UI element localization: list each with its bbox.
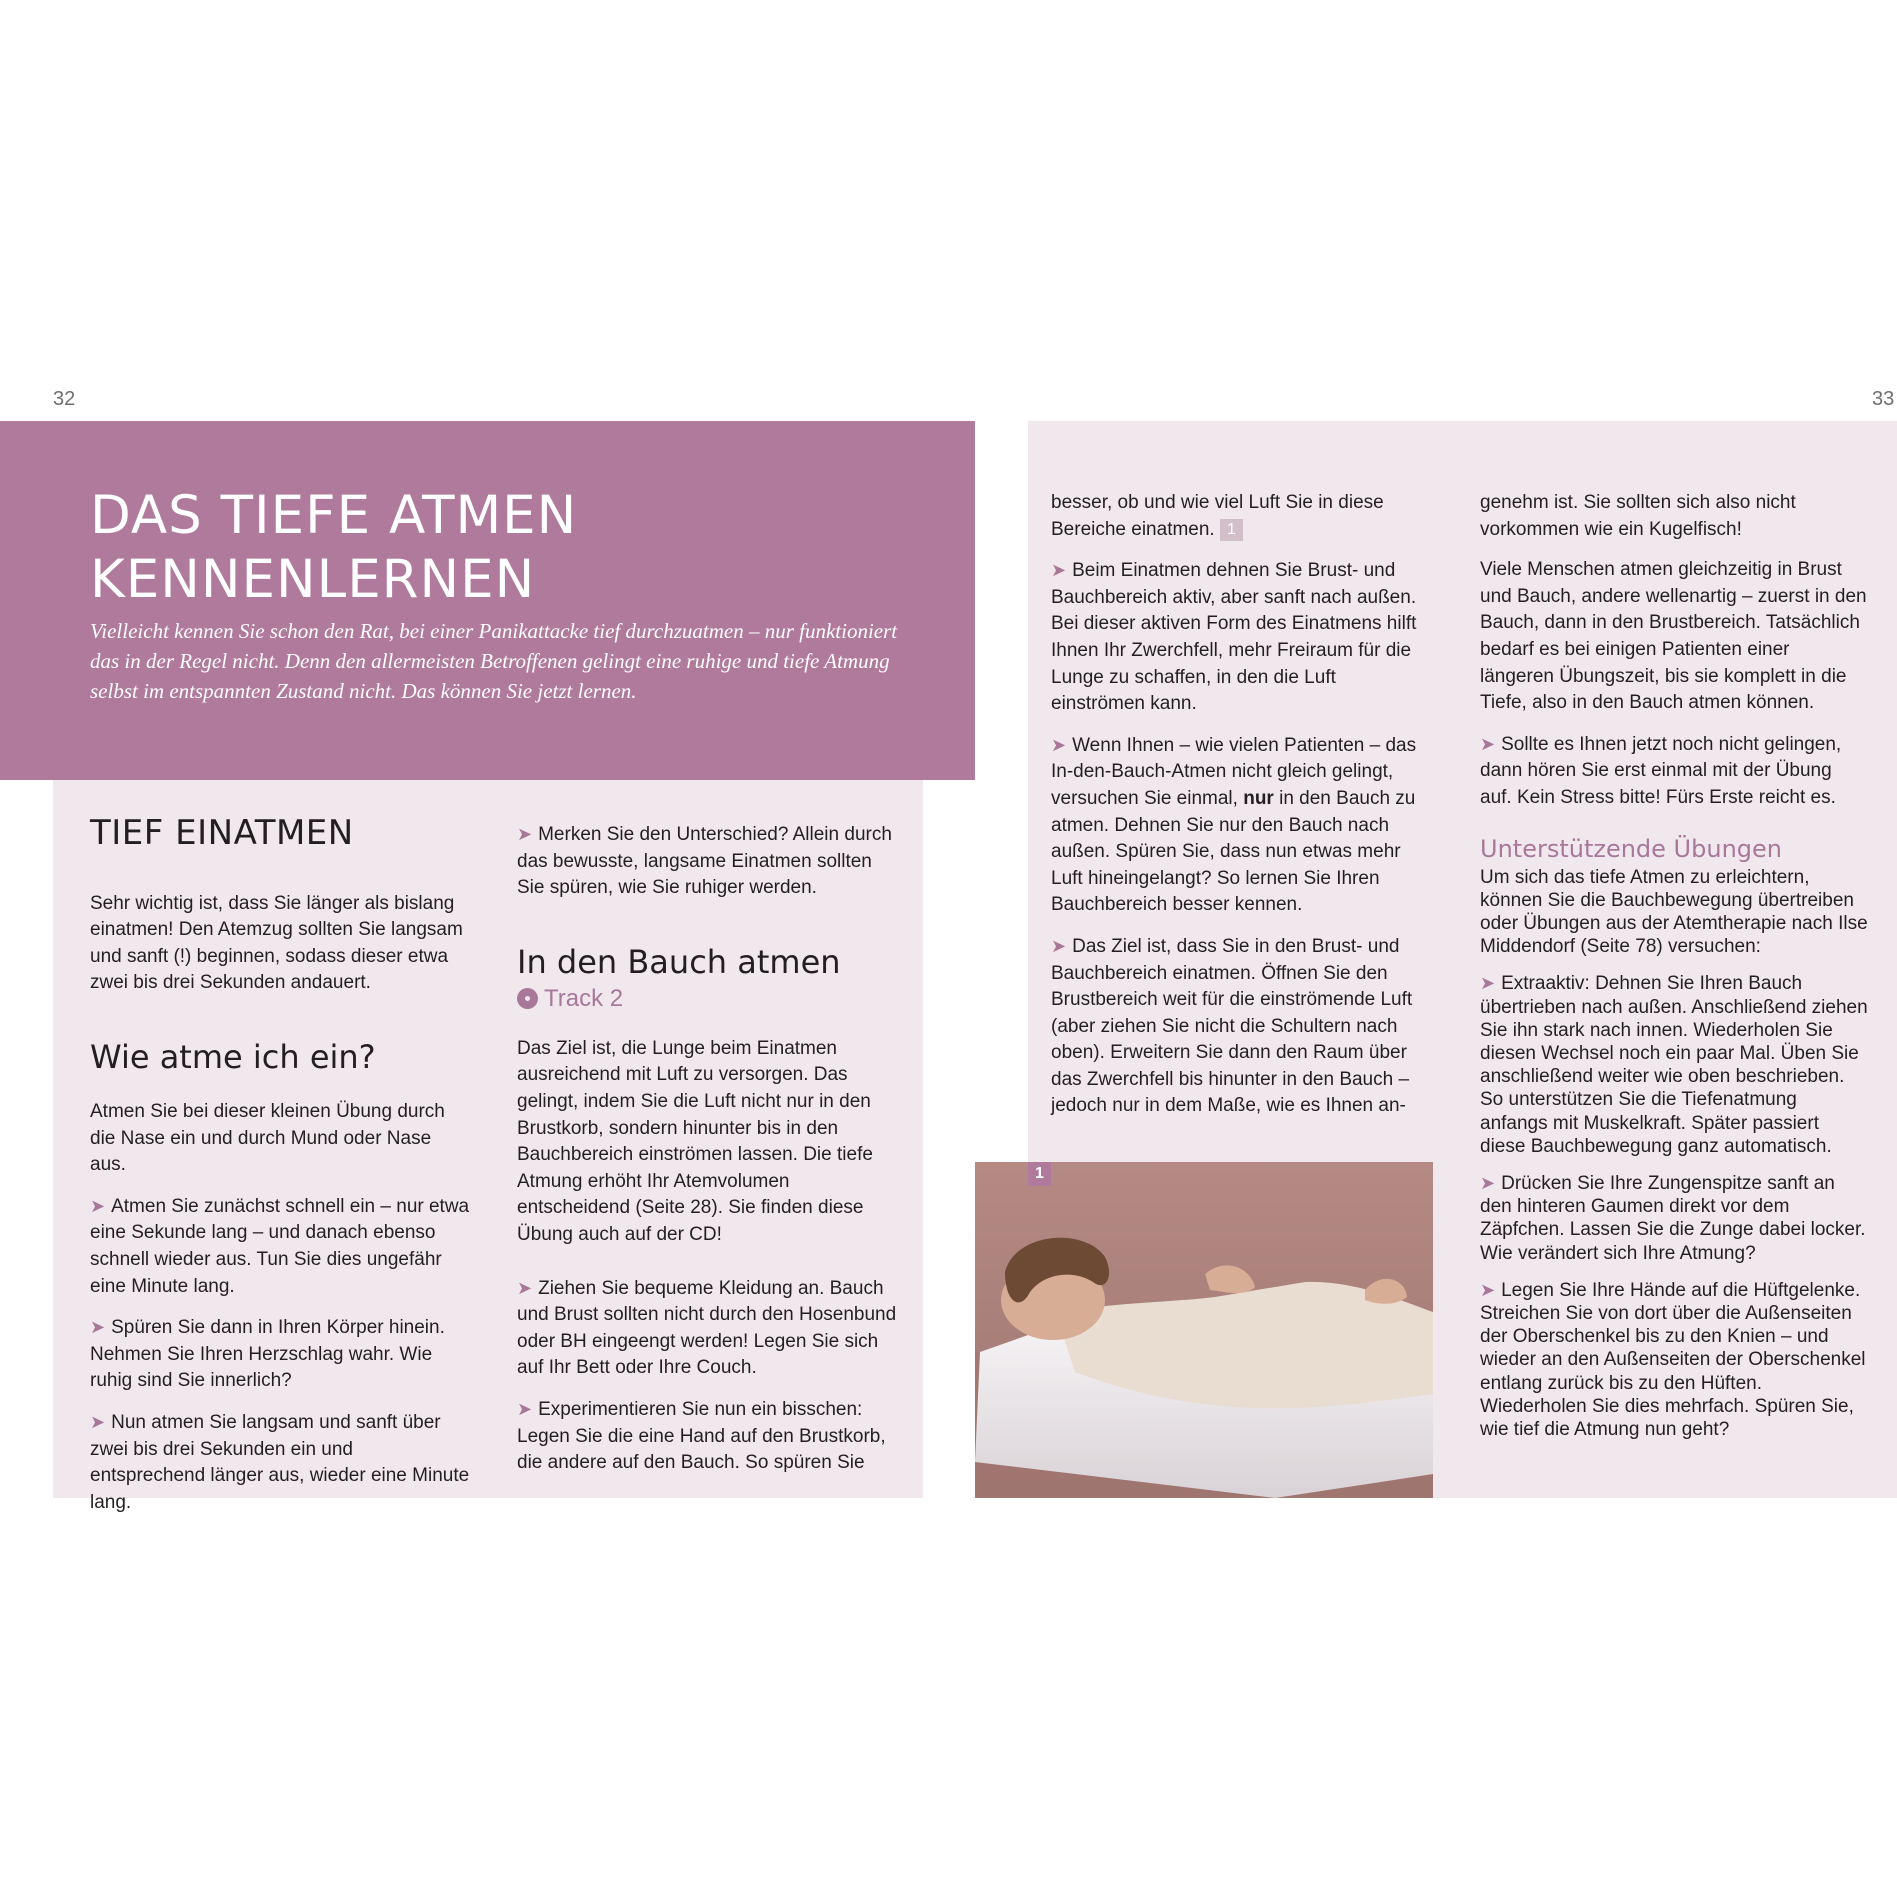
- paragraph: Das Ziel ist, die Lunge beim Einatmen ausreichend mit Luft zu versorgen. Das gelingt, indem Sie die Luft nicht nur in den Brustkorb, sondern hinunter bis in den Bauchbereich einströmen lassen. Die tiefe Atmung erhöht Ihr Atemvolumen entscheidend (Seite 28). Sie finden diese Übung auch auf der CD!: [517, 1037, 873, 1245]
- arrow-icon: ➤: [1480, 733, 1496, 754]
- arrow-icon: ➤: [517, 1398, 533, 1419]
- subheading-wie-atme-ich-ein: Wie atme ich ein?: [90, 1037, 376, 1076]
- intro-text: Vielleicht kennen Sie schon den Rat, bei einer Panikattacke tief durchzuatmen – nur funktioniert das in der Regel nicht. Denn den allermeisten Betroffenen gelingt eine ruhige und tiefe Atmung selbst im entspannten Zustand nicht. Das können Sie jetzt lernen.: [90, 619, 898, 703]
- arrow-icon: ➤: [1480, 1279, 1496, 1300]
- arrow-icon: ➤: [517, 824, 533, 844]
- column-4: [1480, 490, 1868, 1455]
- cd-icon: [517, 988, 538, 1009]
- paragraph: Viele Menschen atmen gleichzeitig in Brust und Bauch, andere wellenartig – zuerst in den Bauch, dann in den Brustbereich. Tatsächlich bedarf es bei einigen Patienten einer längeren Übungszeit, bis sie komplett in die Tiefe, also in den Bauch atmen können.: [1480, 559, 1867, 714]
- paragraph: besser, ob und wie viel Luft Sie in diese Bereiche einatmen. 1: [1051, 492, 1384, 540]
- bullet-item: ➤ Nun atmen Sie langsam und sanft über zwei bis drei Sekunden ein und entsprechend länger aus, wieder eine Minute lang.: [90, 1411, 470, 1513]
- column-1: [90, 780, 470, 1530]
- bullet-item: ➤ Atmen Sie zunächst schnell ein – nur etwa eine Sekunde lang – und danach ebenso schnell wieder aus. Tun Sie dies ungefähr eine Minute lang.: [90, 1195, 470, 1297]
- bullet-item: ➤ Drücken Sie Ihre Zungenspitze sanft an den hinteren Gaumen direkt vor dem Zäpfchen. Lassen Sie die Zunge dabei locker. Wie verändert sich Ihre Atmung?: [1480, 1172, 1866, 1264]
- column-3: [1051, 490, 1431, 1134]
- title-line-2: KENNENLERNEN: [90, 549, 536, 610]
- paragraph: Um sich das tiefe Atmen zu erleichtern, können Sie die Bauchbewegung übertreiben oder Übungen aus der Atemtherapie nach Ilse Middendorf (Seite 78) versuchen:: [1480, 866, 1868, 958]
- bullet-item: ➤ Das Ziel ist, dass Sie in den Brust- und Bauchbereich einatmen. Öffnen Sie den Brustbereich weit für die einströmende Luft (aber ziehen Sie nicht die Schultern nach oben). Erweitern Sie dann den Raum über das Zwerchfell bis hinunter in den Bauch – jedoch nur in dem Maße, wie es Ihnen an-: [1051, 935, 1413, 1117]
- bullet-item: ➤ Beim Einatmen dehnen Sie Brust- und Bauchbereich aktiv, aber sanft nach außen. Bei dieser aktiven Form des Einatmens hilft Ihnen Ihr Zwerchfell, mehr Freiraum für die Lunge zu schaffen, in den die Luft einströmen kann.: [1051, 560, 1417, 715]
- paragraph: Sehr wichtig ist, dass Sie länger als bislang einatmen! Den Atemzug sollten Sie langsam und sanft (!) beginnen, sodass dieser etwa zwei bis drei Sekunden andauert.: [90, 892, 463, 994]
- paragraph: genehm ist. Sie sollten sich also nicht vorkommen wie ein Kugelfisch!: [1480, 492, 1796, 540]
- figure-reference: 1: [1220, 519, 1243, 541]
- page-number-right: 33: [1872, 388, 1895, 410]
- bullet-item: ➤ Ziehen Sie bequeme Kleidung an. Bauch und Brust sollten nicht durch den Hosenbund oder BH eingeengt werden! Legen Sie sich auf Ihr Bett oder Ihre Couch.: [517, 1277, 897, 1379]
- subheading-in-den-bauch-atmen: In den Bauch atmen: [517, 942, 841, 981]
- bullet-item: ➤ Merken Sie den Unterschied? Allein durch das bewusste, langsame Einatmen sollten Sie spüren, wie Sie ruhiger werden.: [517, 824, 892, 899]
- bullet-item: ➤ Wenn Ihnen – wie vielen Patienten – das In-den-Bauch-Atmen nicht gleich gelingt, versuchen Sie einmal, nur in den Bauch zu atmen. Dehnen Sie nur den Bauch nach außen. Spüren Sie, dass nun etwas mehr Luft hineingelangt? So lernen Sie Ihren Bauchbereich besser kennen.: [1051, 734, 1417, 916]
- arrow-icon: ➤: [90, 1317, 106, 1338]
- photo-illustration: [975, 1162, 1433, 1498]
- arrow-icon: ➤: [1480, 973, 1496, 994]
- arrow-icon: ➤: [1051, 560, 1067, 581]
- arrow-icon: ➤: [90, 1411, 106, 1432]
- title-line-1: DAS TIEFE ATMEN: [90, 485, 578, 546]
- page-number-left: 32: [53, 388, 76, 410]
- photo-woman-lying-breathing: [975, 1162, 1433, 1498]
- paragraph: Atmen Sie bei dieser kleinen Übung durch die Nase ein und durch Mund oder Nase aus.: [90, 1100, 445, 1176]
- bullet-item: ➤ Spüren Sie dann in Ihren Körper hinein. Nehmen Sie Ihren Herzschlag wahr. Wie ruhig sind Sie innerlich?: [90, 1317, 445, 1392]
- arrow-icon: ➤: [90, 1195, 106, 1216]
- bullet-item: ➤ Experimentieren Sie nun ein bisschen: Legen Sie die eine Hand auf den Brustkorb, die andere auf den Bauch. So spüren Sie: [517, 1398, 886, 1474]
- arrow-icon: ➤: [1051, 935, 1067, 956]
- section-heading-tief-einatmen: TIEF EINATMEN: [90, 813, 354, 853]
- photo-number-badge: 1: [1028, 1162, 1051, 1186]
- arrow-icon: ➤: [1051, 734, 1067, 755]
- arrow-icon: ➤: [1480, 1172, 1496, 1193]
- subheading-unterstuetzende-uebungen: Unterstützende Übungen: [1480, 834, 1782, 863]
- bullet-item: ➤ Extraaktiv: Dehnen Sie Ihren Bauch übertrieben nach außen. Anschließend ziehen Sie ihn stark nach innen. Wiederholen Sie diesen Wechsel noch ein paar Mal. Üben Sie anschließend weiter wie oben beschrieben. So unterstützen Sie die Tiefenatmung anfangs mit Muskelkraft. Später passiert diese Bauchbewegung ganz automatisch.: [1480, 973, 1868, 1157]
- bullet-item: ➤ Sollte es Ihnen jetzt noch nicht gelingen, dann hören Sie erst einmal mit der Übung auf. Kein Stress bitte! Fürs Erste reicht es.: [1480, 733, 1842, 808]
- column-2: [517, 821, 902, 1491]
- arrow-icon: ➤: [517, 1277, 533, 1298]
- page-title: [90, 484, 910, 612]
- audio-track-label: Track 2: [517, 984, 902, 1014]
- bullet-item: ➤ Legen Sie Ihre Hände auf die Hüftgelenke. Streichen Sie von dort über die Außenseiten der Oberschenkel bis zu den Knien – und wieder an den Außenseiten der Oberschenkel entlang zurück bis zu den Hüften. Wiederholen Sie dies mehrfach. Spüren Sie, wie tief die Atmung nun geht?: [1480, 1279, 1866, 1440]
